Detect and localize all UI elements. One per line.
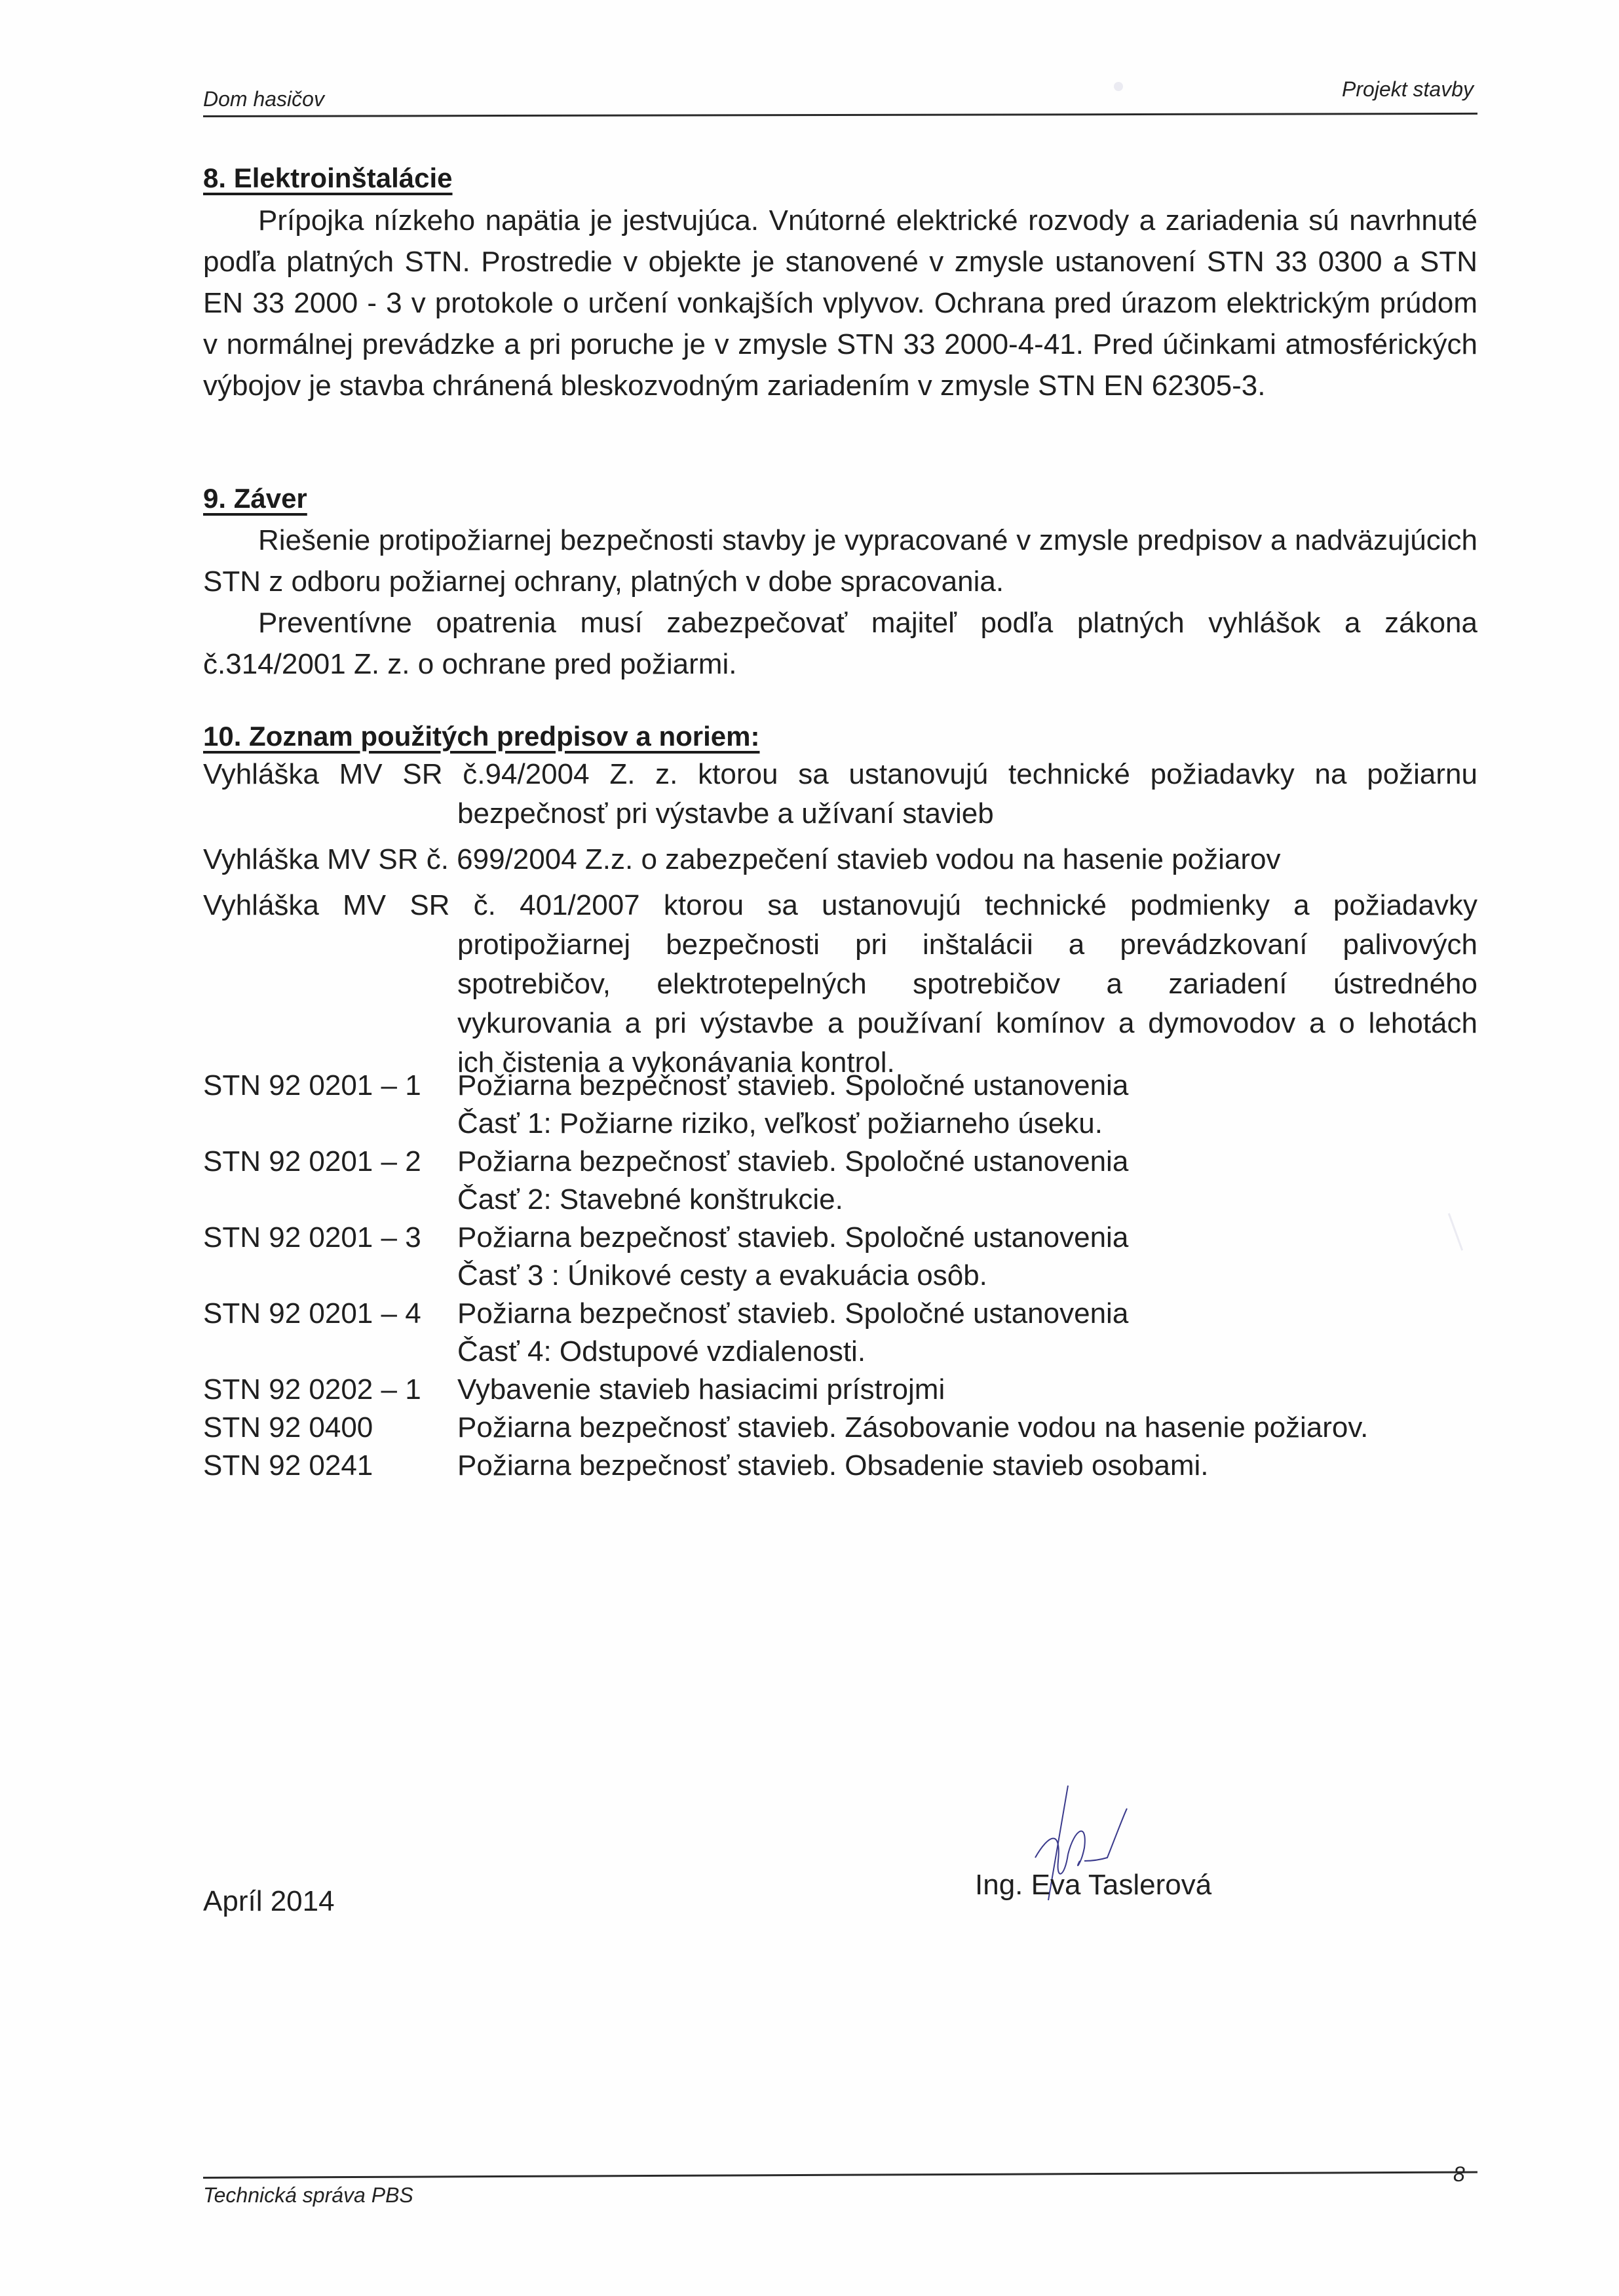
standard-description-line: Časť 2: Stavebné konštrukcie. [457, 1183, 843, 1215]
regulation-item [203, 840, 1477, 879]
standard-description [457, 1219, 1477, 1295]
section-8-heading: 8. Elektroinštalácie [203, 163, 453, 193]
standard-description-line: Časť 3 : Únikové cesty a evakuácia osôb. [457, 1259, 987, 1292]
standards-list [203, 1067, 1477, 1485]
standard-row [203, 1067, 1477, 1143]
header-document-type: Projekt stavby [1342, 77, 1474, 101]
section-9-heading: 9. Záver [203, 483, 307, 514]
standard-description-line: Požiarna bezpečnosť stavieb. Spoločné ustanovenia [457, 1297, 1129, 1330]
standard-description [457, 1067, 1477, 1143]
regulations-list [203, 755, 1477, 1089]
footer-rule [203, 2172, 1477, 2179]
standard-description: Požiarna bezpečnosť stavieb. Obsadenie stavieb osobami. [457, 1449, 1209, 1482]
standard-code: STN 92 0201 – 2 [203, 1145, 421, 1177]
document-date: Apríl 2014 [203, 1885, 335, 1917]
standard-description [457, 1295, 1477, 1371]
standard-description-line: Požiarna bezpečnosť stavieb. Spoločné ustanovenia [457, 1221, 1129, 1253]
section-9-text-2: Preventívne opatrenia musí zabezpečovať majiteľ podľa platných vyhlášok a zákona č.314/2001 Z. z. o ochrane pred požiarmi. [203, 607, 1477, 680]
header-project-name: Dom hasičov [203, 87, 324, 111]
standard-code: STN 92 0201 – 4 [203, 1297, 421, 1330]
signer-name: Ing. Eva Taslerová [975, 1869, 1212, 1901]
section-9-text-1: Riešenie protipožiarnej bezpečnosti stavby je vypracované v zmysle predpisov a nadväzujúcich STN z odboru požiarnej ochrany, platných v dobe spracovania. [203, 524, 1477, 598]
regulation-item [203, 755, 1477, 833]
standard-row [203, 1447, 1477, 1485]
page-number: 8 [1453, 2162, 1465, 2186]
section-9-paragraph-2 [203, 602, 1477, 685]
standard-description-line: Časť 1: Požiarne riziko, veľkosť požiarneho úseku. [457, 1107, 1103, 1139]
standard-code: STN 92 0202 – 1 [203, 1373, 421, 1406]
standard-code: STN 92 0201 – 3 [203, 1221, 421, 1253]
standard-row [203, 1219, 1477, 1295]
standard-description: Vybavenie stavieb hasiacimi prístrojmi [457, 1373, 945, 1406]
footer-document-name: Technická správa PBS [203, 2183, 413, 2207]
section-8-text: Prípojka nízkeho napätia je jestvujúca. Vnútorné elektrické rozvody a zariadenia sú navrhnuté podľa platných STN. Prostredie v objekte je stanovené v zmysle ustanovení STN 33 0300 a STN EN 33 2000 - 3 v protokole o určení vonkajších vplyvov. Ochrana pred úrazom elektrickým prúdom v normálnej prevádzke a pri poruche je v zmysle STN 33 2000-4-41. Pred účinkami atmosférických výbojov je stavba chránená bleskozvodným zariadením v zmysle STN EN 62305-3. [203, 204, 1477, 402]
regulation-title: Vyhláška MV SR č. 699/2004 Z.z. o zabezpečení stavieb vodou na hasenie požiarov [203, 843, 1281, 875]
header-rule [203, 113, 1477, 117]
standard-code: STN 92 0400 [203, 1411, 373, 1444]
standard-description: Požiarna bezpečnosť stavieb. Zásobovanie vodou na hasenie požiarov. [457, 1411, 1369, 1444]
regulation-title: Vyhláška MV SR č. 401/2007 ktorou sa ustanovujú technické podmienky a požiadavky [203, 889, 1477, 921]
section-8-paragraph [203, 200, 1477, 406]
standard-row [203, 1143, 1477, 1219]
standard-row [203, 1371, 1477, 1409]
standard-description-line: Požiarna bezpečnosť stavieb. Spoločné ustanovenia [457, 1069, 1129, 1101]
regulation-title: Vyhláška MV SR č.94/2004 Z. z. ktorou sa ustanovujú technické požiadavky na požiarnu [203, 758, 1477, 790]
regulation-continuation: bezpečnosť pri výstavbe a užívaní stavieb [457, 797, 994, 830]
standard-description-line: Časť 4: Odstupové vzdialenosti. [457, 1335, 866, 1368]
section-9-paragraph-1 [203, 520, 1477, 602]
regulation-item [203, 886, 1477, 1082]
standard-code: STN 92 0241 [203, 1449, 373, 1482]
regulation-continuation: protipožiarnej bezpečnosti pri inštalácii a prevádzkovaní palivových [457, 928, 1477, 961]
standard-code: STN 92 0201 – 1 [203, 1069, 421, 1101]
regulation-continuation: ich čistenia a vykonávania kontrol. [457, 1046, 895, 1079]
regulation-continuation: vykurovania a pri výstavbe a používaní komínov a dymovodov a o lehotách [457, 1007, 1477, 1039]
section-10-heading: 10. Zoznam použitých predpisov a noriem: [203, 721, 760, 752]
standard-description-line: Požiarna bezpečnosť stavieb. Spoločné ustanovenia [457, 1145, 1129, 1177]
scan-artifact [1114, 82, 1123, 91]
standard-row [203, 1295, 1477, 1371]
standard-row [203, 1409, 1477, 1447]
standard-description [457, 1143, 1477, 1219]
regulation-continuation: spotrebičov, elektrotepelných spotrebičov a zariadení ústredného [457, 968, 1477, 1000]
